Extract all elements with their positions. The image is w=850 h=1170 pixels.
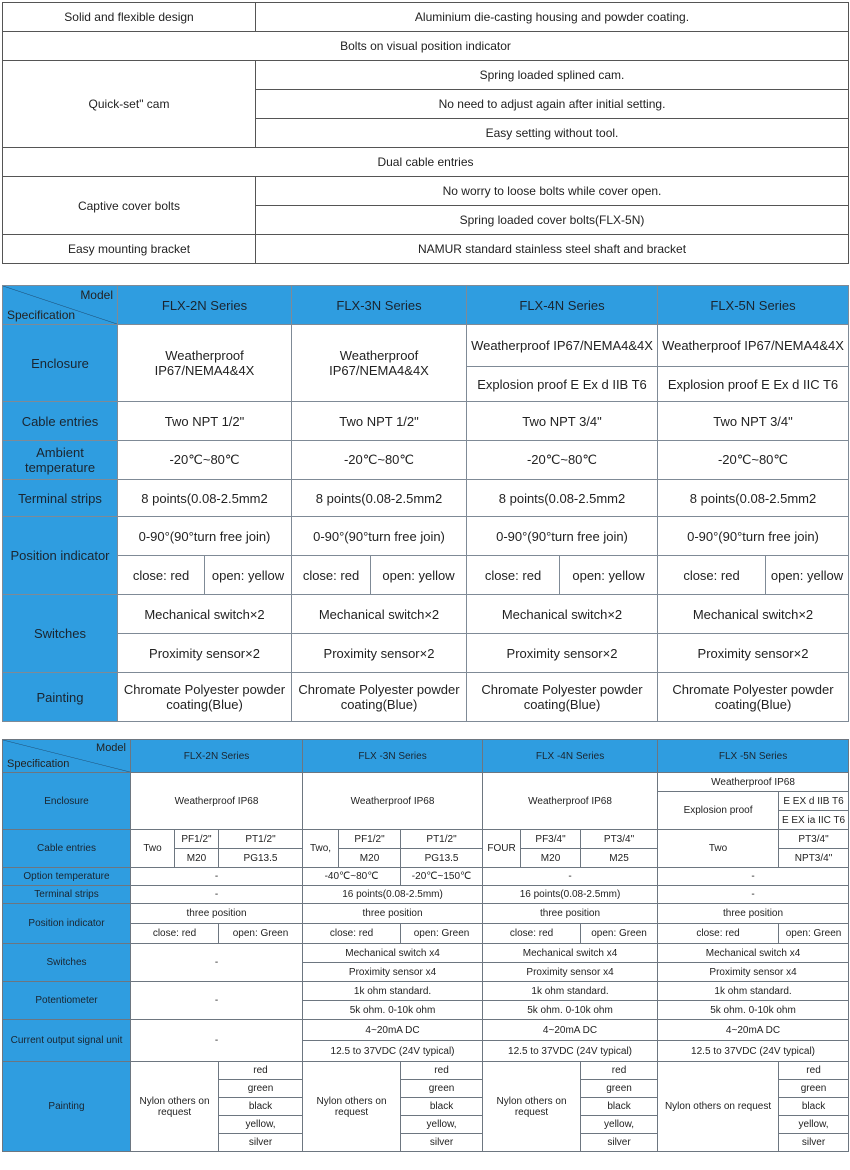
corner-header <box>3 286 118 325</box>
cell: 1k ohm standard. <box>658 982 849 1001</box>
cell: -20℃~80℃ <box>118 441 292 480</box>
cell: E EX d IIB T6 <box>779 792 849 811</box>
cell: Proximity sensor x4 <box>483 963 658 982</box>
cell: Weatherproof IP68 <box>658 773 849 792</box>
cell: green <box>219 1080 303 1098</box>
cell: - <box>131 868 303 886</box>
feature-row <box>3 3 849 32</box>
corner-model: Model <box>80 288 113 302</box>
feature-value: NAMUR standard stainless steel shaft and bracket <box>256 235 849 264</box>
row-header: Terminal strips <box>3 886 131 904</box>
spec-table-ip68 <box>2 739 849 1152</box>
col-header: FLX-5N Series <box>658 286 849 325</box>
cell: 12.5 to 37VDC (24V typical) <box>658 1041 849 1062</box>
cell: Weatherproof IP67/NEMA4&4X <box>658 325 849 367</box>
cell: Chromate Polyester powder coating(Blue) <box>292 673 467 722</box>
cell: Mechanical switch x4 <box>303 944 483 963</box>
col-header: FLX -4N Series <box>483 740 658 773</box>
row-header: Potentiometer <box>3 982 131 1020</box>
cell: FOUR <box>483 830 521 868</box>
feature-row <box>3 61 849 90</box>
row-header: Enclosure <box>3 325 118 402</box>
cell: yellow, <box>581 1116 658 1134</box>
spec-table-ip67 <box>2 285 849 722</box>
cell: silver <box>219 1134 303 1152</box>
cell: PF3/4" <box>521 830 581 849</box>
feature-value: Spring loaded splined cam. <box>256 61 849 90</box>
feature-row <box>3 235 849 264</box>
cell: Two <box>131 830 175 868</box>
cell: three position <box>303 904 483 924</box>
cell: green <box>581 1080 658 1098</box>
cell: Two NPT 1/2" <box>118 402 292 441</box>
cell: 0-90°(90°turn free join) <box>658 517 849 556</box>
cell: Mechanical switch×2 <box>292 595 467 634</box>
row-header: Switches <box>3 595 118 673</box>
cell: black <box>581 1098 658 1116</box>
feature-value: Spring loaded cover bolts(FLX-5N) <box>256 206 849 235</box>
cell: Chromate Polyester powder coating(Blue) <box>467 673 658 722</box>
cell: PT3/4" <box>779 830 849 849</box>
cell: PF1/2" <box>339 830 401 849</box>
cell: E EX ia IIC T6 <box>779 811 849 830</box>
cell: Weatherproof IP68 <box>303 773 483 830</box>
cell: -20℃~80℃ <box>467 441 658 480</box>
cell: Proximity sensor×2 <box>292 634 467 673</box>
cell: 12.5 to 37VDC (24V typical) <box>303 1041 483 1062</box>
row-header: Position indicator <box>3 904 131 944</box>
cell: 5k ohm. 0-10k ohm <box>483 1001 658 1020</box>
cell: 8 points(0.08-2.5mm2 <box>658 480 849 517</box>
cell: - <box>131 982 303 1020</box>
cell: Nylon others on request <box>131 1062 219 1152</box>
cell: Nylon others on request <box>303 1062 401 1152</box>
cell: yellow, <box>779 1116 849 1134</box>
cell: open: yellow <box>560 556 658 595</box>
cell: Explosion proof E Ex d IIB T6 <box>467 367 658 402</box>
cell: close: red <box>118 556 205 595</box>
cell: Chromate Polyester powder coating(Blue) <box>118 673 292 722</box>
cell: 12.5 to 37VDC (24V typical) <box>483 1041 658 1062</box>
cell: 0-90°(90°turn free join) <box>467 517 658 556</box>
cell: Two, <box>303 830 339 868</box>
cell: 4~20mA DC <box>658 1020 849 1041</box>
feature-value: Bolts on visual position indicator <box>3 32 849 61</box>
feature-value: Aluminium die-casting housing and powder coating. <box>256 3 849 32</box>
cell: green <box>401 1080 483 1098</box>
cell: Proximity sensor×2 <box>658 634 849 673</box>
cell: -20℃~80℃ <box>658 441 849 480</box>
cell: PT1/2" <box>219 830 303 849</box>
col-header: FLX-3N Series <box>292 286 467 325</box>
row-header: Ambient temperature <box>3 441 118 480</box>
cell: Two NPT 1/2" <box>292 402 467 441</box>
cell: Chromate Polyester powder coating(Blue) <box>658 673 849 722</box>
cell: 16 points(0.08-2.5mm) <box>303 886 483 904</box>
cell: 4~20mA DC <box>483 1020 658 1041</box>
row-header: Current output signal unit <box>3 1020 131 1062</box>
cell: Two <box>658 830 779 868</box>
cell: -20℃~80℃ <box>292 441 467 480</box>
cell: yellow, <box>219 1116 303 1134</box>
row-header: Cable entries <box>3 830 131 868</box>
cell: 0-90°(90°turn free join) <box>292 517 467 556</box>
cell: close: red <box>483 924 581 944</box>
cell: - <box>131 886 303 904</box>
col-header: FLX-2N Series <box>131 740 303 773</box>
cell: open: Green <box>581 924 658 944</box>
feature-label: Easy mounting bracket <box>3 235 256 264</box>
cell: Two NPT 3/4" <box>467 402 658 441</box>
cell: PT3/4" <box>581 830 658 849</box>
cell: silver <box>779 1134 849 1152</box>
cell: green <box>779 1080 849 1098</box>
cell: Proximity sensor×2 <box>467 634 658 673</box>
cell: - <box>131 1020 303 1062</box>
cell: - <box>658 868 849 886</box>
cell: 5k ohm. 0-10k ohm <box>658 1001 849 1020</box>
cell: Nylon others on request <box>483 1062 581 1152</box>
row-header: Position indicator <box>3 517 118 595</box>
cell: 8 points(0.08-2.5mm2 <box>292 480 467 517</box>
feature-value: No worry to loose bolts while cover open. <box>256 177 849 206</box>
row-header: Painting <box>3 673 118 722</box>
cell: close: red <box>292 556 371 595</box>
cell: black <box>219 1098 303 1116</box>
cell: Weatherproof IP67/NEMA4&4X <box>292 325 467 402</box>
cell: red <box>581 1062 658 1080</box>
cell: NPT3/4" <box>779 849 849 868</box>
cell: Mechanical switch x4 <box>658 944 849 963</box>
cell: open: yellow <box>766 556 849 595</box>
feature-row <box>3 32 849 61</box>
cell: Weatherproof IP68 <box>483 773 658 830</box>
cell: Proximity sensor x4 <box>658 963 849 982</box>
cell: yellow, <box>401 1116 483 1134</box>
cell: -20℃~150℃ <box>401 868 483 886</box>
cell: M20 <box>521 849 581 868</box>
cell: M20 <box>175 849 219 868</box>
cell: -40℃~80℃ <box>303 868 401 886</box>
cell: 8 points(0.08-2.5mm2 <box>118 480 292 517</box>
cell: silver <box>401 1134 483 1152</box>
cell: 1k ohm standard. <box>303 982 483 1001</box>
feature-row <box>3 177 849 206</box>
cell: open: yellow <box>205 556 292 595</box>
cell: - <box>483 868 658 886</box>
feature-label: Captive cover bolts <box>3 177 256 235</box>
cell: Explosion proof E Ex d IIC T6 <box>658 367 849 402</box>
cell: close: red <box>658 924 779 944</box>
cell: close: red <box>467 556 560 595</box>
cell: Weatherproof IP68 <box>131 773 303 830</box>
cell: three position <box>658 904 849 924</box>
cell: silver <box>581 1134 658 1152</box>
feature-value: Easy setting without tool. <box>256 119 849 148</box>
feature-label: Quick-set" cam <box>3 61 256 148</box>
col-header: FLX-2N Series <box>118 286 292 325</box>
feature-value: Dual cable entries <box>3 148 849 177</box>
row-header: Terminal strips <box>3 480 118 517</box>
cell: M20 <box>339 849 401 868</box>
row-header: Option temperature <box>3 868 131 886</box>
row-header: Painting <box>3 1062 131 1152</box>
cell: 8 points(0.08-2.5mm2 <box>467 480 658 517</box>
corner-spec: Specification <box>7 308 76 322</box>
cell: Two NPT 3/4" <box>658 402 849 441</box>
cell: open: Green <box>779 924 849 944</box>
features-table <box>2 2 849 264</box>
cell: three position <box>483 904 658 924</box>
cell: Nylon others on request <box>658 1062 779 1152</box>
cell: black <box>779 1098 849 1116</box>
cell: red <box>219 1062 303 1080</box>
cell: Explosion proof <box>658 792 779 830</box>
cell: Mechanical switch x4 <box>483 944 658 963</box>
cell: M25 <box>581 849 658 868</box>
cell: Mechanical switch×2 <box>467 595 658 634</box>
cell: 16 points(0.08-2.5mm) <box>483 886 658 904</box>
cell: close: red <box>303 924 401 944</box>
corner-spec: Specification <box>7 758 70 770</box>
cell: open: Green <box>401 924 483 944</box>
col-header: FLX -5N Series <box>658 740 849 773</box>
cell: three position <box>131 904 303 924</box>
cell: Mechanical switch×2 <box>658 595 849 634</box>
feature-row <box>3 148 849 177</box>
corner-header <box>3 740 131 773</box>
corner-model: Model <box>96 742 126 754</box>
cell: open: Green <box>219 924 303 944</box>
cell: red <box>401 1062 483 1080</box>
feature-value: No need to adjust again after initial setting. <box>256 90 849 119</box>
cell: close: red <box>131 924 219 944</box>
cell: - <box>658 886 849 904</box>
col-header: FLX -3N Series <box>303 740 483 773</box>
cell: 0-90°(90°turn free join) <box>118 517 292 556</box>
cell: PG13.5 <box>401 849 483 868</box>
cell: PT1/2" <box>401 830 483 849</box>
cell: - <box>131 944 303 982</box>
cell: PF1/2" <box>175 830 219 849</box>
cell: Weatherproof IP67/NEMA4&4X <box>467 325 658 367</box>
cell: 4~20mA DC <box>303 1020 483 1041</box>
cell: 1k ohm standard. <box>483 982 658 1001</box>
cell: PG13.5 <box>219 849 303 868</box>
row-header: Cable entries <box>3 402 118 441</box>
cell: Weatherproof IP67/NEMA4&4X <box>118 325 292 402</box>
row-header: Switches <box>3 944 131 982</box>
feature-label: Solid and flexible design <box>3 3 256 32</box>
cell: Proximity sensor×2 <box>118 634 292 673</box>
cell: 5k ohm. 0-10k ohm <box>303 1001 483 1020</box>
cell: Mechanical switch×2 <box>118 595 292 634</box>
cell: Proximity sensor x4 <box>303 963 483 982</box>
cell: red <box>779 1062 849 1080</box>
cell: black <box>401 1098 483 1116</box>
col-header: FLX-4N Series <box>467 286 658 325</box>
cell: open: yellow <box>371 556 467 595</box>
cell: close: red <box>658 556 766 595</box>
row-header: Enclosure <box>3 773 131 830</box>
